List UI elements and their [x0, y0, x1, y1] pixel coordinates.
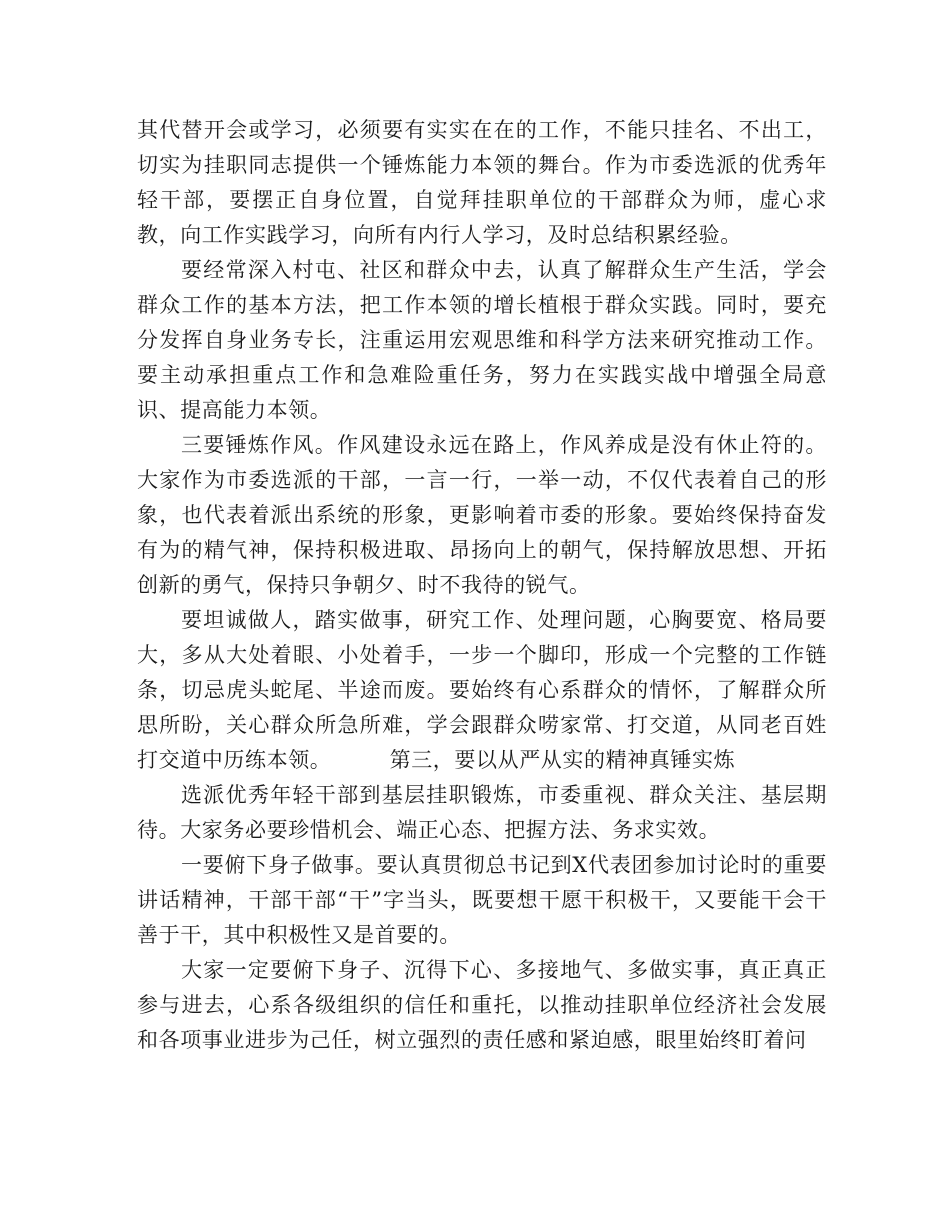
- paragraph-5: 选派优秀年轻干部到基层挂职锻炼，市委重视、群众关注、基层期待。大家务必要珍惜机会、端正心态、把握方法、务求实效。: [137, 783, 827, 842]
- paragraph-4: 要坦诚做人，踏实做事，研究工作、处理问题，心胸要宽、格局要大，多从大处着眼、小处着手，一步一个脚印，形成一个完整的工作链条，切忌虎头蛇尾、半途而废。要始终有心系群众的情怀，了解群众所思所盼，关心群众所急所难，学会跟群众唠家常、打交道，从同老百姓打交道中历练本领。 第三，要以从严从实的精神真锤实炼: [137, 608, 827, 772]
- paragraph-3: 三要锤炼作风。作风建设永远在路上，作风养成是没有休止符的。大家作为市委选派的干部，一言一行，一举一动，不仅代表着自己的形象，也代表着派出系统的形象，更影响着市委的形象。要始终保持奋发有为的精气神，保持积极进取、昂扬向上的朝气，保持解放思想、开拓创新的勇气，保持只争朝夕、时不我待的锐气。: [137, 433, 827, 597]
- document-body: [137, 113, 827, 1058]
- paragraph-6: 一要俯下身子做事。要认真贯彻总书记到X代表团参加讨论时的重要讲话精神，干部干部“干”字当头，既要想干愿干积极干，又要能干会干善于干，其中积极性又是首要的。: [137, 853, 827, 947]
- paragraph-2: 要经常深入村屯、社区和群众中去，认真了解群众生产生活，学会群众工作的基本方法，把工作本领的增长植根于群众实践。同时，要充分发挥自身业务专长，注重运用宏观思维和科学方法来研究推动工作。要主动承担重点工作和急难险重任务，努力在实践实战中增强全局意识、提高能力本领。: [137, 258, 827, 422]
- paragraph-1: 其代替开会或学习，必须要有实实在在的工作，不能只挂名、不出工，切实为挂职同志提供一个锤炼能力本领的舞台。作为市委选派的优秀年轻干部，要摆正自身位置，自觉拜挂职单位的干部群众为师，虚心求教，向工作实践学习，向所有内行人学习，及时总结积累经验。: [137, 118, 827, 247]
- paragraph-7: 大家一定要俯下身子、沉得下心、多接地气、多做实事，真正真正参与进去，心系各级组织的信任和重托，以推动挂职单位经济社会发展和各项事业进步为己任，树立强烈的责任感和紧迫感，眼里始终盯着问: [137, 958, 827, 1052]
